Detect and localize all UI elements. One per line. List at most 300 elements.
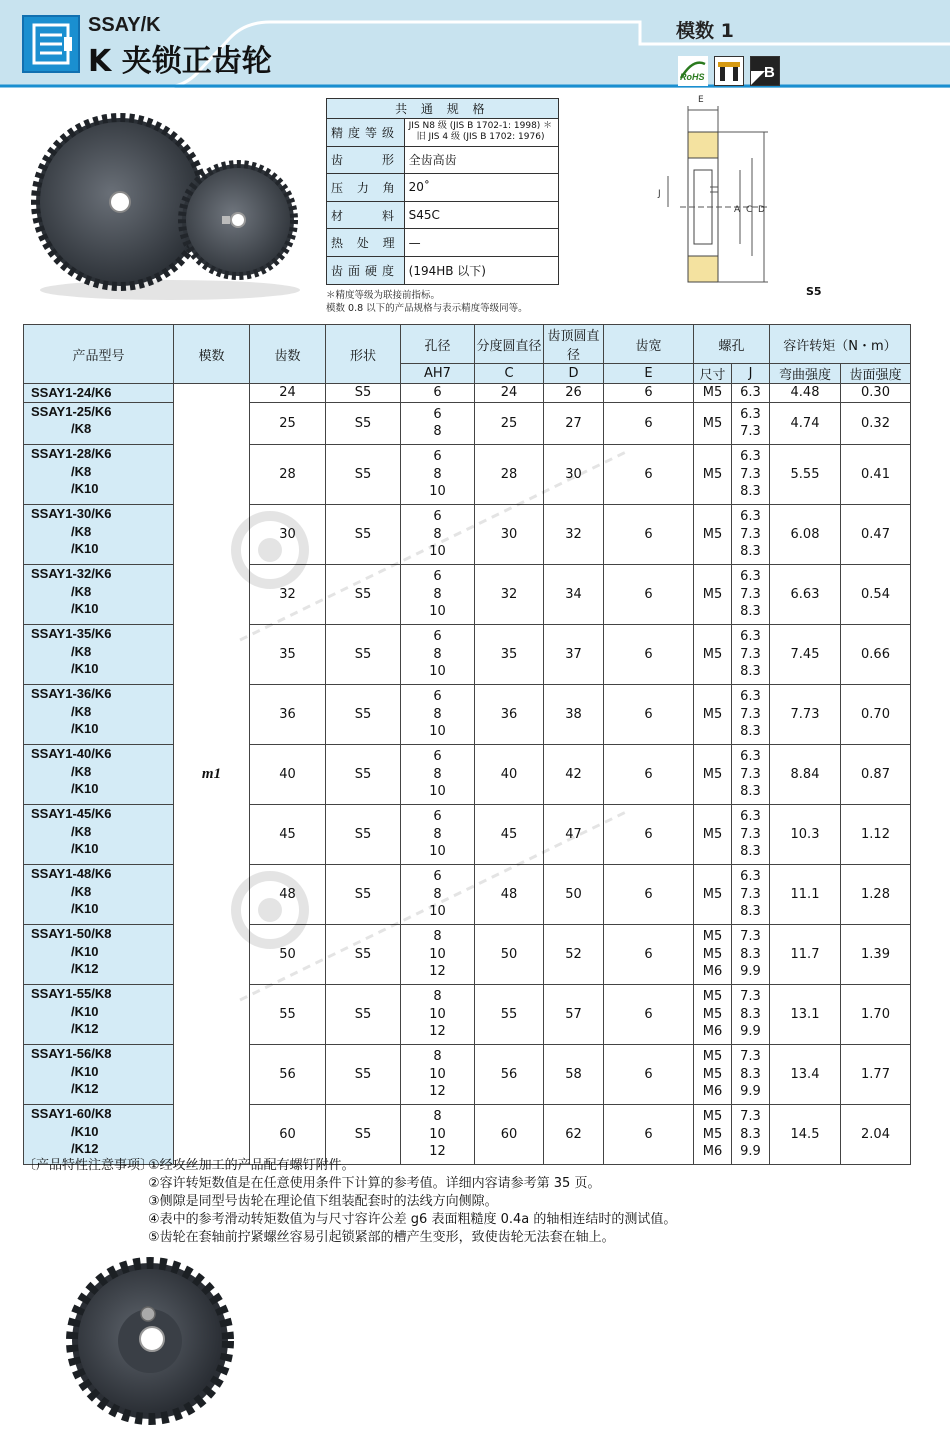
cell-outer-diameter: 37 [544,625,604,685]
cell-screw-size-line: M5 [702,946,723,962]
cell-screw-size-line: M5 [702,766,723,782]
cell-screw-j [732,985,770,1045]
cell-screw-j-line: 8.3 [740,784,761,800]
cell-bore-line: 12 [429,1084,446,1100]
cell-face-width: 6 [604,925,694,985]
cell-face-width: 6 [604,1045,694,1105]
col-header-shape: 形状 [326,325,401,384]
col-header-pitch: 分度圆直径 [475,325,544,364]
cell-screw-j-line: 7.3 [740,424,761,440]
cell-screw-j-line: 6.3 [740,869,761,885]
cell-screw-j [732,1105,770,1165]
cell-model-line: /K10 [71,721,99,736]
cell-screw-j [732,625,770,685]
cell-torque-surface: 0.30 [841,384,911,403]
cell-model-line: /K10 [71,1063,99,1079]
cell-torque-bend: 6.08 [770,505,841,565]
cell-torque-bend: 5.55 [770,445,841,505]
cell-outer-diameter: 52 [544,925,604,985]
cell-model [24,384,174,403]
cell-model-line: SSAY1-32/K6 [31,566,112,581]
cell-torque-surface: 0.41 [841,445,911,505]
cell-screw-size-line: M5 [702,586,723,602]
table-row [24,865,911,925]
cell-screw-j-line: 8.3 [740,544,761,560]
gear-dimension-diagram [650,92,830,302]
cell-model-line: /K10 [71,661,99,676]
table-row [24,985,911,1045]
cell-bore-line: 12 [429,964,446,980]
cell-teeth: 30 [250,505,326,565]
product-category-icon [22,15,80,73]
spec-value-material: S45C [404,201,558,229]
cell-outer-diameter: 62 [544,1105,604,1165]
cell-model [24,505,174,565]
cell-bore-line: 8 [433,886,442,902]
cell-bore-line: 6 [433,406,442,422]
cell-screw-size [694,985,732,1045]
cell-shape: S5 [326,1045,401,1105]
cell-shape: S5 [326,985,401,1045]
cell-torque-bend: 7.45 [770,625,841,685]
cell-model-line: /K8 [71,643,92,659]
note-item: ④表中的参考滑动转矩数值为与尺寸容许公差 g6 表面粗糙度 0.4a 的轴相连结时的测试值。 [148,1212,677,1227]
cell-model-line: /K12 [71,1081,99,1096]
cell-face-width: 6 [604,685,694,745]
cell-teeth: 45 [250,805,326,865]
table-row [24,1105,911,1165]
cell-outer-diameter: 27 [544,402,604,445]
cell-screw-j-line: 8.3 [740,604,761,620]
cell-bore-line: 10 [429,784,446,800]
cell-screw-j-line: 8.3 [740,484,761,500]
cell-outer-diameter: 30 [544,445,604,505]
spec-label-hardness: 齿面硬度 [327,256,405,284]
common-spec-table [326,98,559,285]
cell-bore-line: 6 [433,689,442,705]
spec-value-pressure: 20˚ [404,174,558,202]
cell-bore [401,384,475,403]
cell-screw-size [694,865,732,925]
module-label: 模数 1 [676,20,734,42]
cell-screw-size-line: M5 [702,706,723,722]
cell-screw-j-line: 9.9 [740,964,761,980]
cell-model-line: /K12 [71,961,99,976]
cell-teeth: 28 [250,445,326,505]
cell-torque-surface: 1.28 [841,865,911,925]
cell-screw-size-line: M6 [702,1144,723,1160]
cell-model-line: /K10 [71,781,99,796]
cell-bore-line: 6 [433,869,442,885]
cell-screw-j-line: 9.9 [740,1024,761,1040]
cell-pitch-diameter: 25 [475,402,544,445]
cell-model-line: /K10 [71,901,99,916]
cell-bore [401,625,475,685]
cell-bore-line: 8 [433,1049,442,1065]
cell-bore-line: 8 [433,424,442,440]
cell-model-line: /K10 [71,541,99,556]
cell-model-line: /K8 [71,883,92,899]
cell-model [24,1105,174,1165]
cell-bore-line: 10 [429,1006,446,1022]
b-icon [750,56,780,86]
table-row [24,384,911,403]
cell-face-width: 6 [604,445,694,505]
cell-shape: S5 [326,384,401,403]
table-row [24,925,911,985]
cell-model-line: /K8 [71,823,92,839]
cell-screw-j [732,745,770,805]
spec-label-tooth: 齿 形 [327,146,405,174]
product-code: SSAY/K [88,14,161,36]
cell-torque-surface: 0.70 [841,685,911,745]
cell-pitch-diameter: 40 [475,745,544,805]
cell-model [24,445,174,505]
cell-screw-j-line: 7.3 [740,1109,761,1125]
cell-torque-bend: 10.3 [770,805,841,865]
cell-model-line: SSAY1-24/K6 [31,385,112,400]
cell-model-line: /K10 [71,1123,99,1139]
cell-bore-line: 12 [429,1024,446,1040]
cell-torque-bend: 14.5 [770,1105,841,1165]
dim-label-e: E [698,95,704,105]
cell-model-line: /K10 [71,601,99,616]
cell-screw-size [694,805,732,865]
cell-bore-line: 8 [433,706,442,722]
cell-pitch-diameter: 36 [475,685,544,745]
col-header-screw: 螺孔 [694,325,770,364]
cell-face-width: 6 [604,985,694,1045]
product-photo-gears [30,112,310,302]
cell-screw-j-line: 6.3 [740,385,761,400]
dim-label-j: J [658,189,661,199]
cell-screw-j-line: 6.3 [740,629,761,645]
cell-bore-line: 6 [433,809,442,825]
table-row [24,745,911,805]
col-sub-screw-j: J [732,364,770,384]
cell-face-width: 6 [604,384,694,403]
cell-shape: S5 [326,805,401,865]
cell-face-width: 6 [604,505,694,565]
cell-model-line: SSAY1-45/K6 [31,806,112,821]
cell-bore [401,685,475,745]
cell-screw-size [694,565,732,625]
cell-screw-j-line: 7.3 [740,826,761,842]
cell-screw-j-line: 8.3 [740,724,761,740]
cell-pitch-diameter: 24 [475,384,544,403]
cell-pitch-diameter: 56 [475,1045,544,1105]
cell-model-line: SSAY1-25/K6 [31,403,112,419]
cell-bore [401,402,475,445]
cell-face-width: 6 [604,865,694,925]
cell-pitch-diameter: 60 [475,1105,544,1165]
cell-bore-line: 8 [433,1109,442,1125]
cell-screw-j [732,565,770,625]
cell-bore-line: 10 [429,484,446,500]
cell-torque-surface: 0.54 [841,565,911,625]
cell-teeth: 24 [250,384,326,403]
cell-bore-line: 10 [429,724,446,740]
cell-screw-size-line: M5 [702,989,723,1005]
cell-bore-line: 10 [429,604,446,620]
cell-bore-line: 8 [433,989,442,1005]
cell-screw-size-line: M5 [702,1066,723,1082]
col-sub-outer: D [544,364,604,384]
cell-screw-size [694,625,732,685]
cell-shape: S5 [326,745,401,805]
cell-screw-j [732,685,770,745]
cell-screw-size [694,505,732,565]
cell-bore-line: 10 [429,664,446,680]
col-header-width: 齿宽 [604,325,694,364]
cell-screw-j-line: 8.3 [740,844,761,860]
cell-shape: S5 [326,505,401,565]
cell-model-line: /K12 [71,1021,99,1036]
cell-model [24,865,174,925]
cell-torque-surface: 1.12 [841,805,911,865]
cell-screw-size [694,384,732,403]
cell-model [24,565,174,625]
cell-bore [401,1105,475,1165]
cell-face-width: 6 [604,745,694,805]
cell-screw-size-line: M5 [702,886,723,902]
col-header-outer: 齿顶圆直径 [544,325,604,364]
cell-torque-bend: 4.48 [770,384,841,403]
cell-model [24,925,174,985]
cell-pitch-diameter: 32 [475,565,544,625]
cell-pitch-diameter: 48 [475,865,544,925]
spec-label-accuracy: 精度等级 [327,119,405,147]
product-photo-single-gear [60,1256,240,1426]
cell-model-line: SSAY1-40/K6 [31,746,112,761]
cell-bore-line: 12 [429,1144,446,1160]
cell-model-line: SSAY1-35/K6 [31,626,112,641]
spec-accuracy-line1: JIS N8 级 (JIS B 1702-1: 1998) ＊ [408,121,553,132]
cell-outer-diameter: 42 [544,745,604,805]
cell-screw-j [732,805,770,865]
cell-screw-j-line: 7.3 [740,1049,761,1065]
cell-screw-j-line: 7.3 [740,766,761,782]
cell-bore [401,865,475,925]
cell-bore [401,745,475,805]
cell-model-line: SSAY1-50/K8 [31,926,112,941]
cell-shape: S5 [326,865,401,925]
spec-title: 共 通 规 格 [327,99,559,119]
cell-bore-line: 10 [429,844,446,860]
cell-model-line: /K8 [71,463,92,479]
dim-label-d: D [758,205,765,215]
cell-screw-j-line: 8.3 [740,1126,761,1142]
cell-torque-surface: 0.87 [841,745,911,805]
cell-bore-line: 8 [433,766,442,782]
svg-text:RoHS: RoHS [680,72,705,82]
cell-torque-bend: 8.84 [770,745,841,805]
cell-shape: S5 [326,565,401,625]
cell-face-width: 6 [604,625,694,685]
cell-bore-line: 6 [433,509,442,525]
cell-bore-line: 10 [429,946,446,962]
cell-face-width: 6 [604,402,694,445]
cell-screw-j-line: 6.3 [740,689,761,705]
cell-screw-j-line: 6.3 [740,406,761,422]
spec-note [326,289,528,315]
cell-teeth: 48 [250,865,326,925]
rohs-icon [678,56,708,86]
cell-bore-line: 6 [433,385,442,400]
cell-bore [401,805,475,865]
product-name: K 夹锁正齿轮 [88,44,272,79]
cell-model-line: /K10 [71,841,99,856]
cell-screw-size-line: M5 [702,1006,723,1022]
cell-screw-size [694,925,732,985]
cell-screw-size-line: M5 [702,826,723,842]
cell-bore-line: 6 [433,629,442,645]
cell-teeth: 60 [250,1105,326,1165]
table-row [24,505,911,565]
cell-screw-size [694,745,732,805]
cell-screw-j-line: 6.3 [740,449,761,465]
cell-screw-j [732,925,770,985]
product-table [23,324,911,1165]
cell-model-line: SSAY1-30/K6 [31,506,112,521]
spec-value-accuracy [404,119,558,147]
col-sub-torque-bend: 弯曲强度 [770,364,841,384]
cell-teeth: 36 [250,685,326,745]
cell-screw-j-line: 7.3 [740,929,761,945]
cell-shape: S5 [326,685,401,745]
cell-model-line: /K8 [71,523,92,539]
cell-screw-j-line: 8.3 [740,664,761,680]
col-sub-pitch: C [475,364,544,384]
cell-torque-surface: 1.39 [841,925,911,985]
note-item: ①经攻丝加工的产品配有螺钉附件。 [148,1158,355,1173]
cell-screw-j-line: 9.9 [740,1084,761,1100]
spec-note-line2: 模数 0.8 以下的产品规格与表示精度等级同等。 [326,303,528,314]
col-header-bore: 孔径 [401,325,475,364]
cell-outer-diameter: 32 [544,505,604,565]
spec-label-pressure: 压 力 角 [327,174,405,202]
cell-outer-diameter: 57 [544,985,604,1045]
cell-model-line: /K8 [71,421,92,436]
cell-model [24,402,174,445]
cell-bore-line: 6 [433,749,442,765]
cell-bore [401,1045,475,1105]
cell-model-line: /K8 [71,763,92,779]
cell-screw-size [694,445,732,505]
cell-screw-size-line: M5 [702,415,723,431]
cell-bore [401,445,475,505]
col-sub-width: E [604,364,694,384]
cell-model [24,685,174,745]
cell-outer-diameter: 38 [544,685,604,745]
cell-torque-bend: 4.74 [770,402,841,445]
cell-shape: S5 [326,402,401,445]
clamp-icon [714,56,744,86]
cell-model-line: SSAY1-28/K6 [31,446,112,461]
cell-shape: S5 [326,445,401,505]
cell-screw-size-line: M5 [702,929,723,945]
cell-bore-line: 8 [433,646,442,662]
cell-torque-bend: 6.63 [770,565,841,625]
cell-torque-bend: 11.1 [770,865,841,925]
spec-accuracy-line2: 旧 JIS 4 级 (JIS B 1702: 1976) [416,132,545,143]
note-item: ②容许转矩数值是在任意使用条件下计算的参考值。详细内容请参考第 35 页。 [148,1176,601,1191]
spec-note-line1: ＊精度等级为联接前指标。 [326,290,441,301]
cell-model-line: /K12 [71,1141,99,1156]
cell-torque-surface: 0.47 [841,505,911,565]
cell-screw-j [732,865,770,925]
cell-screw-size-line: M5 [702,1126,723,1142]
cell-bore-line: 6 [433,449,442,465]
cell-screw-size-line: M5 [702,1109,723,1125]
shape-label: S5 [806,285,822,298]
cell-model-line: /K8 [71,583,92,599]
svg-text:B: B [764,64,775,81]
cell-screw-j-line: 6.3 [740,569,761,585]
note-item: ③侧隙是同型号齿轮在理论值下组装配套时的法线方向侧隙。 [148,1194,498,1209]
dim-label-c: C [746,205,753,215]
note-item: ⑤齿轮在套轴前拧紧螺丝容易引起锁紧部的槽产生变形，致使齿轮无法套在轴上。 [148,1230,615,1245]
cell-torque-surface: 0.32 [841,402,911,445]
cell-torque-surface: 1.77 [841,1045,911,1105]
cell-screw-j-line: 7.3 [740,886,761,902]
cell-bore-line: 10 [429,544,446,560]
cell-torque-surface: 2.04 [841,1105,911,1165]
cell-screw-size-line: M6 [702,964,723,980]
cell-shape: S5 [326,625,401,685]
cell-screw-j-line: 7.3 [740,989,761,1005]
cell-screw-j [732,1045,770,1105]
col-sub-torque-surface: 齿面强度 [841,364,911,384]
cell-face-width: 6 [604,805,694,865]
cell-bore-line: 10 [429,1066,446,1082]
cert-icons [678,56,780,86]
cell-model-line: /K10 [71,481,99,496]
table-row [24,685,911,745]
spec-value-hardness: (194HB 以下) [404,256,558,284]
cell-screw-size-line: M6 [702,1084,723,1100]
cell-screw-j [732,505,770,565]
cell-screw-j-line: 6.3 [740,509,761,525]
cell-model [24,1045,174,1105]
cell-screw-j-line: 7.3 [740,706,761,722]
cell-outer-diameter: 47 [544,805,604,865]
cell-teeth: 55 [250,985,326,1045]
cell-bore-line: 8 [433,929,442,945]
table-row [24,625,911,685]
table-row [24,402,911,445]
cell-screw-j-line: 8.3 [740,946,761,962]
cell-model-line: /K10 [71,1003,99,1019]
col-sub-bore: AH7 [401,364,475,384]
cell-bore [401,925,475,985]
table-row [24,1045,911,1105]
cell-model-line: /K8 [71,703,92,719]
cell-torque-bend: 11.7 [770,925,841,985]
cell-screw-j-line: 8.3 [740,1006,761,1022]
cell-screw-size-line: M5 [702,385,723,400]
page-header [0,0,950,88]
cell-pitch-diameter: 30 [475,505,544,565]
cell-pitch-diameter: 50 [475,925,544,985]
cell-teeth: 56 [250,1045,326,1105]
cell-screw-size-line: M5 [702,466,723,482]
cell-model [24,805,174,865]
cell-bore-line: 10 [429,904,446,920]
cell-teeth: 25 [250,402,326,445]
cell-screw-size [694,402,732,445]
cell-screw-j-line: 7.3 [740,526,761,542]
